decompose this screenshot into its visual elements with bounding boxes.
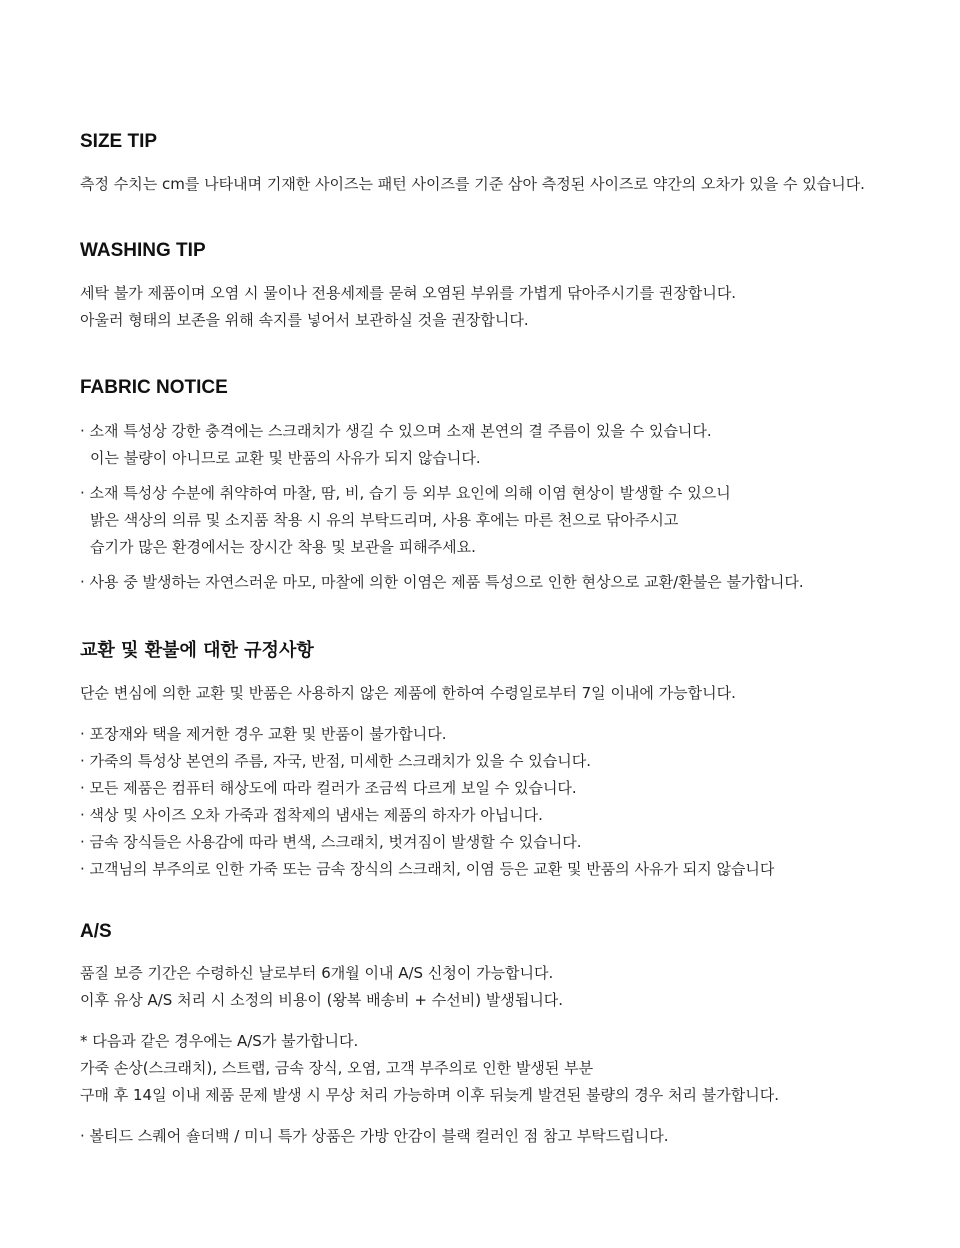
fabric-notice-item-1 (80, 418, 940, 472)
fabric-notice-item-2 (80, 480, 940, 561)
size-tip-title: SIZE TIP (80, 131, 158, 152)
exchange-refund-item: · 가죽의 특성상 본연의 주름, 자국, 반점, 미세한 스크래치가 있을 수 있습니다. (80, 752, 591, 770)
fabric-notice-item-3 (80, 569, 940, 596)
as-warranty-text (80, 960, 940, 1014)
as-final-note: · 볼티드 스퀘어 숄더백 / 미니 특가 상품은 가방 안감이 블랙 컬러인 점 참고 부탁드립니다. (80, 1127, 669, 1145)
as-exclusion-line-3: 구매 후 14일 이내 제품 문제 발생 시 무상 처리 가능하며 이후 뒤늦게 발견된 불량의 경우 처리 불가합니다. (80, 1086, 780, 1104)
size-tip-section (80, 130, 940, 198)
fabric-notice-item-3-line-1: · 사용 중 발생하는 자연스러운 마모, 마찰에 의한 이염은 제품 특성으로 인한 현상으로 교환/환불은 불가합니다. (80, 573, 804, 591)
fabric-notice-item-2-line-2: 밝은 색상의 의류 및 소지품 착용 시 유의 부탁드리며, 사용 후에는 마른 천으로 닦아주시고 (90, 511, 679, 529)
exchange-refund-title: 교환 및 환불에 대한 규정사항 (80, 640, 314, 661)
size-tip-text: 측정 수치는 cm를 나타내며 기재한 사이즈는 패턴 사이즈를 기준 삼아 측정된 사이즈로 약간의 오차가 있을 수 있습니다. (80, 175, 865, 193)
fabric-notice-item-2-line-3: 습기가 많은 환경에서는 장시간 착용 및 보관을 피해주세요. (90, 538, 476, 556)
as-exclusion-line-2: 가죽 손상(스크래치), 스트랩, 금속 장식, 오염, 고객 부주의로 인한 발생된 부분 (80, 1059, 594, 1077)
as-section (80, 920, 940, 1150)
exchange-refund-item: · 고객님의 부주의로 인한 가죽 또는 금속 장식의 스크래치, 이염 등은 교환 및 반품의 사유가 되지 않습니다 (80, 860, 775, 878)
fabric-notice-item-1-line-2: 이는 불량이 아니므로 교환 및 반품의 사유가 되지 않습니다. (90, 449, 481, 467)
exchange-refund-intro: 단순 변심에 의한 교환 및 반품은 사용하지 않은 제품에 한하여 수령일로부터 7일 이내에 가능합니다. (80, 684, 736, 702)
exchange-refund-item: · 금속 장식들은 사용감에 따라 변색, 스크래치, 벗겨짐이 발생할 수 있습니다. (80, 833, 582, 851)
washing-tip-title: WASHING TIP (80, 240, 206, 261)
exchange-refund-list (80, 721, 940, 883)
fabric-notice-title: FABRIC NOTICE (80, 377, 228, 398)
as-warranty-line-2: 이후 유상 A/S 처리 시 소정의 비용이 (왕복 배송비 + 수선비) 발생됩니다. (80, 991, 564, 1009)
exchange-refund-section (80, 639, 940, 883)
fabric-notice-section (80, 376, 940, 596)
washing-tip-line-1: 세탁 불가 제품이며 오염 시 물이나 전용세제를 묻혀 오염된 부위를 가볍게 닦아주시기를 권장합니다. (80, 284, 737, 302)
as-exclusion-note (80, 1028, 940, 1109)
washing-tip-text (80, 280, 940, 334)
as-exclusion-line-1: * 다음과 같은 경우에는 A/S가 불가합니다. (80, 1032, 359, 1050)
fabric-notice-item-1-line-1: · 소재 특성상 강한 충격에는 스크래치가 생길 수 있으며 소재 본연의 결 주름이 있을 수 있습니다. (80, 422, 712, 440)
as-title: A/S (80, 921, 112, 942)
exchange-refund-item: · 포장재와 택을 제거한 경우 교환 및 반품이 불가합니다. (80, 725, 447, 743)
exchange-refund-item: · 모든 제품은 컴퓨터 해상도에 따라 컬러가 조금씩 다르게 보일 수 있습니다. (80, 779, 577, 797)
washing-tip-line-2: 아울러 형태의 보존을 위해 속지를 넣어서 보관하실 것을 권장합니다. (80, 311, 529, 329)
washing-tip-section (80, 239, 940, 334)
as-warranty-line-1: 품질 보증 기간은 수령하신 날로부터 6개월 이내 A/S 신청이 가능합니다. (80, 964, 554, 982)
exchange-refund-item: · 색상 및 사이즈 오차 가죽과 접착제의 냄새는 제품의 하자가 아닙니다. (80, 806, 543, 824)
fabric-notice-item-2-line-1: · 소재 특성상 수분에 취약하여 마찰, 땀, 비, 습기 등 외부 요인에 의해 이염 현상이 발생할 수 있으니 (80, 484, 731, 502)
